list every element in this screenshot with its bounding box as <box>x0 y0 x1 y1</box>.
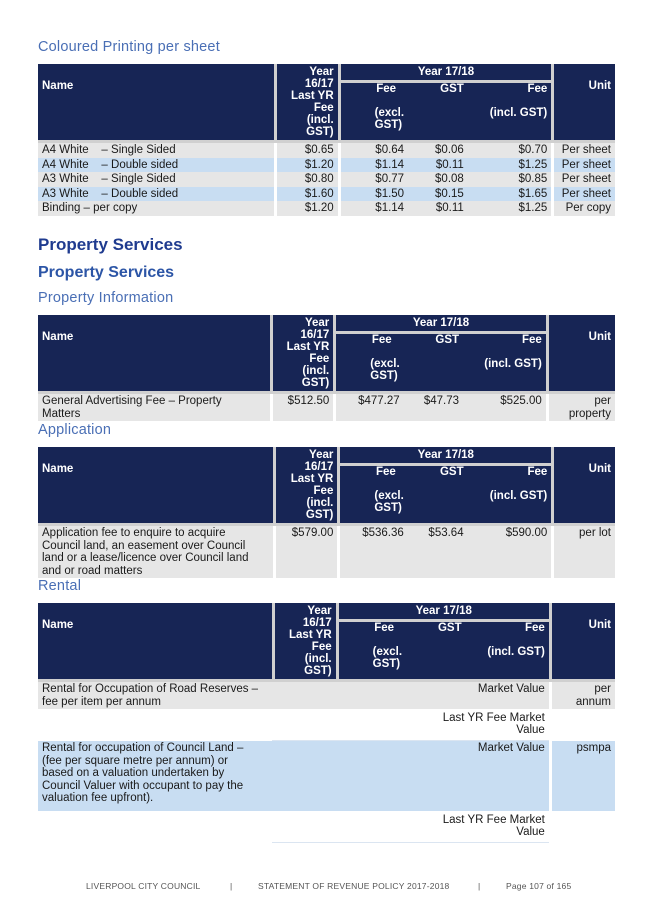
row-fee: $0.64 <box>341 143 408 158</box>
row-unit: per lot <box>551 526 615 578</box>
header-gst: GST <box>404 334 463 394</box>
header-unit: Unit <box>551 447 615 526</box>
row-unit: Per sheet <box>551 187 615 202</box>
section-title-rental: Rental <box>38 578 82 594</box>
header-year-curr: Year 17/18 <box>339 603 549 622</box>
row-prev: $1.20 <box>274 201 341 216</box>
header-name: Name <box>38 447 273 526</box>
table-row <box>38 158 615 173</box>
row-name: A3 White – Double sided <box>38 187 274 202</box>
row-unit: per annum <box>549 682 615 709</box>
row-market-value: Market Value <box>272 741 549 811</box>
header-year-curr: Year 17/18 <box>340 447 551 466</box>
row-fee-incl: $1.25 <box>468 158 551 173</box>
row-fee: $477.27 <box>336 394 403 421</box>
header-year-prev: Year 16/17 Last YR Fee (incl. GST) <box>272 603 339 682</box>
table-row <box>38 143 615 158</box>
header-year-prev: Year 16/17 Last YR Fee (incl. GST) <box>273 447 340 526</box>
header-unit: Unit <box>546 315 615 394</box>
header-year-curr: Year 17/18 <box>341 64 552 83</box>
header-year-prev: Year 16/17 Last YR Fee (incl. GST) <box>270 315 337 394</box>
row-prev: $1.20 <box>274 158 341 173</box>
footer-separator: | <box>230 881 233 891</box>
row-prev: $0.65 <box>274 143 341 158</box>
row-fee-incl: $1.65 <box>468 187 551 202</box>
row-market-value: Market Value <box>272 682 549 709</box>
row-fee-incl: $525.00 <box>463 394 546 421</box>
coloured-printing-table <box>38 64 615 216</box>
row-name: A4 White – Single Sided <box>38 143 274 158</box>
row-gst: $0.11 <box>408 201 468 216</box>
footer-doc-title: STATEMENT OF REVENUE POLICY 2017-2018 <box>258 881 450 891</box>
row-name: A3 White – Single Sided <box>38 172 274 187</box>
table-row <box>38 394 615 421</box>
row-last-yr-note: Last YR Fee Market Value <box>272 811 549 843</box>
property-information-table <box>38 315 615 421</box>
header-year-prev: Year 16/17 Last YR Fee (incl. GST) <box>274 64 341 143</box>
header-gst: GST <box>408 466 468 526</box>
page-heading-property-services: Property Services <box>38 235 183 254</box>
row-name: Binding – per copy <box>38 201 274 216</box>
row-name: Rental for Occupation of Road Reserves – fee per item per annum <box>38 682 272 709</box>
header-fee-excl: Fee (excl. GST) <box>340 466 407 526</box>
row-fee-incl: $0.85 <box>468 172 551 187</box>
header-fee-incl: Fee (incl. GST) <box>463 334 546 394</box>
row-fee: $0.77 <box>341 172 408 187</box>
table-row <box>38 682 615 709</box>
footer-separator: | <box>478 881 481 891</box>
header-fee-incl: Fee (incl. GST) <box>466 622 549 682</box>
row-prev: $579.00 <box>273 526 340 578</box>
row-fee-incl: $1.25 <box>468 201 551 216</box>
header-unit: Unit <box>551 64 615 143</box>
row-name: A4 White – Double sided <box>38 158 274 173</box>
row-prev: $512.50 <box>270 394 337 421</box>
row-fee: $1.14 <box>341 201 408 216</box>
table-row <box>38 741 615 811</box>
section-title-application: Application <box>38 422 112 438</box>
header-fee-incl: Fee (incl. GST) <box>468 466 552 526</box>
header-year-curr: Year 17/18 <box>336 315 546 334</box>
footer-page-number: Page 107 of 165 <box>506 881 572 891</box>
header-name: Name <box>38 315 270 394</box>
row-gst: $47.73 <box>404 394 463 421</box>
table-row <box>38 201 615 216</box>
row-fee-incl: $0.70 <box>468 143 551 158</box>
row-prev: $1.60 <box>274 187 341 202</box>
footer-org: LIVERPOOL CITY COUNCIL <box>86 881 201 891</box>
row-fee: $536.36 <box>340 526 407 578</box>
header-fee-excl: Fee (excl. GST) <box>339 622 406 682</box>
row-unit: per property <box>546 394 615 421</box>
table-row-note <box>38 811 615 843</box>
header-unit: Unit <box>549 603 615 682</box>
row-unit: Per copy <box>551 201 615 216</box>
section-title-coloured-printing: Coloured Printing per sheet <box>38 39 220 55</box>
row-unit: Per sheet <box>551 158 615 173</box>
row-unit: Per sheet <box>551 143 615 158</box>
row-gst: $0.15 <box>408 187 468 202</box>
section-title-property-information: Property Information <box>38 290 174 306</box>
header-fee-excl: Fee (excl. GST) <box>341 83 408 143</box>
row-last-yr-note: Last YR Fee Market Value <box>272 709 549 741</box>
table-row-note <box>38 709 615 741</box>
rental-table <box>38 603 615 843</box>
row-prev: $0.80 <box>274 172 341 187</box>
row-name: Application fee to enquire to acquire Council land, an easement over Council land or a lease/licence over Council land and or road matters <box>38 526 273 578</box>
header-fee-excl: Fee (excl. GST) <box>336 334 403 394</box>
row-gst: $0.08 <box>408 172 468 187</box>
row-gst: $53.64 <box>408 526 468 578</box>
table-row <box>38 526 615 578</box>
application-table <box>38 447 615 578</box>
header-fee-incl: Fee (incl. GST) <box>468 83 551 143</box>
subheading-property-services: Property Services <box>38 264 175 281</box>
row-gst: $0.06 <box>408 143 468 158</box>
table-row <box>38 172 615 187</box>
header-name: Name <box>38 603 272 682</box>
header-gst: GST <box>408 83 468 143</box>
row-unit: Per sheet <box>551 172 615 187</box>
table-row <box>38 187 615 202</box>
row-unit: psmpa <box>549 741 615 811</box>
header-name: Name <box>38 64 274 143</box>
row-gst: $0.11 <box>408 158 468 173</box>
header-gst: GST <box>406 622 466 682</box>
row-name: Rental for occupation of Council Land – (fee per square metre per annum) or based on a valuation undertaken by Council Valuer with occupant to pay the valuation fee upfront). <box>38 741 272 811</box>
row-fee: $1.50 <box>341 187 408 202</box>
row-name: General Advertising Fee – Property Matters <box>38 394 270 421</box>
row-fee-incl: $590.00 <box>468 526 552 578</box>
row-fee: $1.14 <box>341 158 408 173</box>
